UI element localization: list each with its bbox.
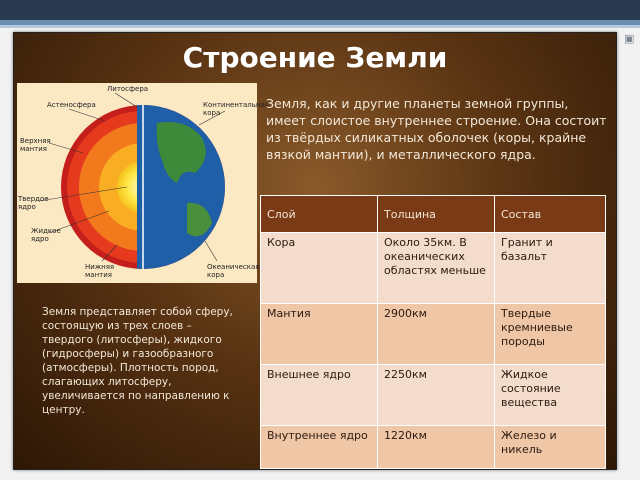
column-header-thickness: Толщина	[378, 196, 495, 233]
top-bar-accent-light	[0, 25, 640, 28]
column-header-composition: Состав	[495, 196, 606, 233]
table-cell: Около 35км. В океанических областях меньше	[378, 233, 495, 304]
table-cell: 2250км	[378, 365, 495, 426]
lower-description-text: Земля представляет собой сферу, состоящую из трех слоев – твердого (литосферы), жидкого (гидросферы) и газообразного (атмосферы). Плотность пород, слагающих литосферу, увеличивается по направлению к центру.	[42, 306, 233, 416]
label-upper-mantle: Верхняя мантия	[20, 137, 51, 153]
label-lower-mantle: Нижняя мантия	[85, 263, 115, 279]
label-continental-crust: Континентальная кора	[203, 101, 269, 117]
table-cell: 1220км	[378, 426, 495, 469]
label-oceanic-crust: Океаническая кора	[207, 263, 260, 279]
slide-title: Строение Земли	[182, 41, 448, 74]
table-row	[261, 233, 606, 304]
column-header-layer: Слой	[261, 196, 378, 233]
description-text: Земля, как и другие планеты земной группы, имеет слоистое внутреннее строение. Она состоит из твёрдых силикатных оболочек (коры, крайне вязкой мантии), и металлического ядра.	[266, 96, 607, 162]
table-cell: Внешнее ядро	[261, 365, 378, 426]
label-solid-core: Твердое ядро	[18, 195, 49, 211]
table-cell: Твердые кремниевые породы	[495, 304, 606, 365]
table-row	[261, 365, 606, 426]
label-asthenosphere: Астеносфера	[47, 101, 96, 109]
layers-table	[260, 195, 606, 469]
table-cell: Кора	[261, 233, 378, 304]
table-row	[261, 304, 606, 365]
table-cell: Жидкое состояние вещества	[495, 365, 606, 426]
top-bar	[0, 0, 640, 20]
table-cell: Мантия	[261, 304, 378, 365]
table-row	[261, 426, 606, 469]
table-cell: Внутреннее ядро	[261, 426, 378, 469]
table-cell: Железо и никель	[495, 426, 606, 469]
label-liquid-core: Жидкое ядро	[31, 227, 61, 243]
table-header-row	[261, 196, 606, 233]
earth-structure-diagram	[17, 83, 269, 283]
slide	[13, 32, 617, 470]
table-cell: Гранит и базальт	[495, 233, 606, 304]
label-lithosphere: Литосфера	[107, 85, 149, 93]
table-cell: 2900км	[378, 304, 495, 365]
corner-icon[interactable]: ▣	[624, 32, 635, 45]
